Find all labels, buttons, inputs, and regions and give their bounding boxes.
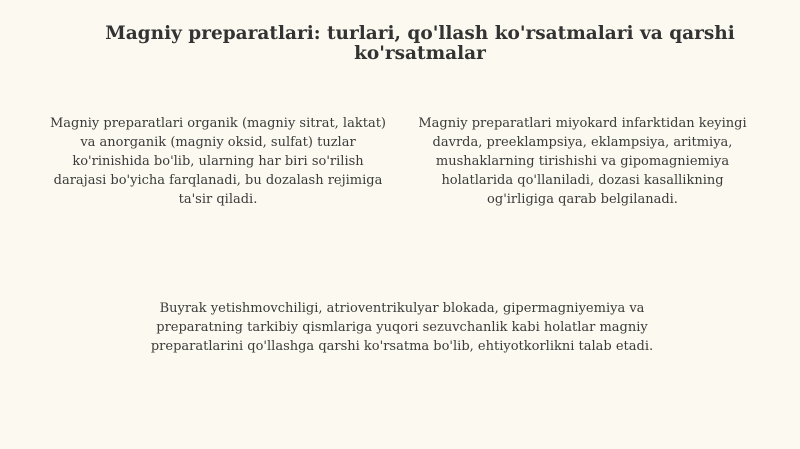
indications-paragraph: Magniy preparatlari miyokard infarktidan keyingi davrda, preeklampsiya, eklampsiya, aritmiya, mushaklarning tirishishi va gipomagniemiya holatlarida qo'llaniladi, dozasi kasallikning og'irligiga qarab belgilanadi.	[418, 116, 747, 207]
slide-title: Magniy preparatlari: turlari, qo'llash ko'rsatmalari va qarshi ko'rsatmalar	[105, 23, 735, 64]
types-paragraph: Magniy preparatlari organik (magniy sitrat, laktat) va anorganik (magniy oksid, sulfat) tuzlar ko'rinishida bo'lib, ularning har biri so'rilish darajasi bo'yicha farqlanadi, bu dozalash rejimiga ta'sir qiladi.	[50, 116, 386, 207]
contraindications-paragraph: Buyrak yetishmovchiligi, atrioventrikulyar blokada, gipermagniyemiya va preparatning tarkibiy qismlariga yuqori sezuvchanlik kabi holatlar magniy preparatlarini qo'llashga qarshi ko'rsatma bo'lib, ehtiyotkorlikni talab etadi.	[150, 301, 654, 354]
